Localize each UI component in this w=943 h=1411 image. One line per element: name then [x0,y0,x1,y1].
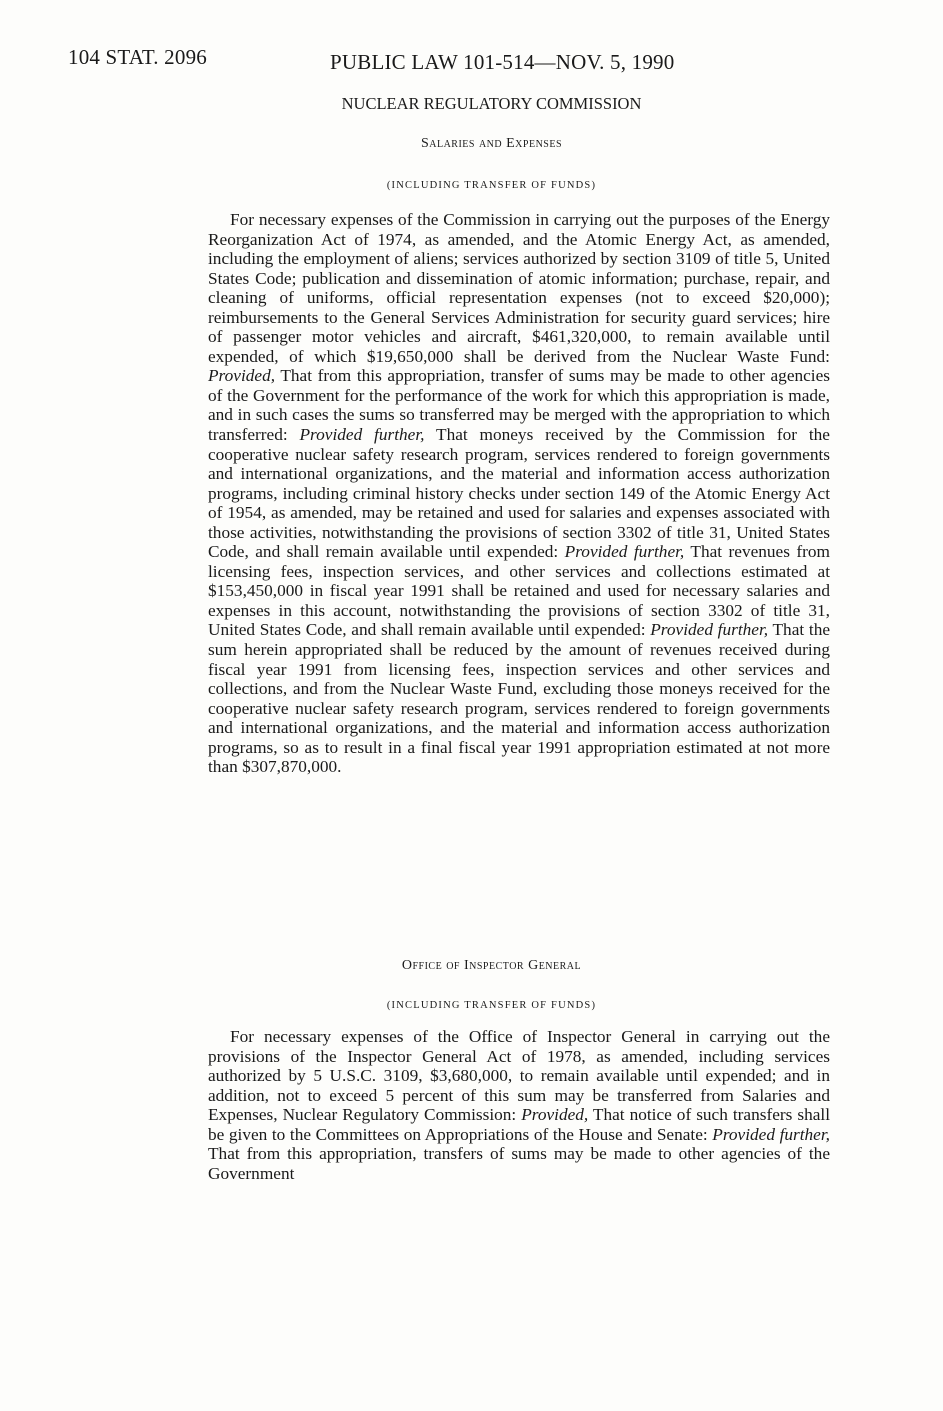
statute-reference: 104 STAT. 2096 [68,45,207,69]
proviso-text: Provided further, [712,1124,830,1144]
body-text: That from this appropriation, transfer of sums may be made to other agencies of the Government for the performance of the work for which this appropriation is made, and in such cases the sums so transferred may be merged with the appropriation to which transferred: [208,366,830,445]
paragraph-inspector-general [208,1027,830,1183]
section-heading-salaries: Salaries and Expenses [420,136,563,151]
section-heading-inspector-general: Office of Inspector General [401,958,582,973]
agency-title: NUCLEAR REGULATORY COMMISSION [341,94,642,113]
proviso-text: Provided further, [650,620,769,640]
proviso-text: Provided, [521,1105,589,1125]
proviso-text: Provided, [208,366,276,386]
section-subheading-salaries: (INCLUDING TRANSFER OF FUNDS) [386,180,597,191]
body-text: That from this appropriation, transfers of sums may be made to other agencies of the Government [208,1144,830,1183]
section-subheading-inspector-general: (INCLUDING TRANSFER OF FUNDS) [386,1000,597,1011]
proviso-text: Provided further, [299,425,425,445]
paragraph-salaries-expenses [208,210,830,777]
body-text: For necessary expenses of the Commission in carrying out the purposes of the Energy Reorganization Act of 1974, as amended, and the Atomic Energy Act, as amended, including the employment of aliens; services authorized by section 3109 of title 5, United States Code; publication and dissemination of atomic information; purchase, repair, and cleaning of uniforms, official representation expenses (not to exceed $20,000); reimbursements to the General Services Administration for security guard services; hire of passenger motor vehicles and aircraft, $461,320,000, to remain available until expended, of which $19,650,000 shall be derived from the Nuclear Waste Fund: [208,210,830,366]
proviso-text: Provided further, [564,542,685,562]
body-text: That revenues from licensing fees, inspection services, and other services and collections estimated at $153,450,000 in fiscal year 1991 shall be retained and used for necessary salaries and expenses in this account, notwithstanding the provisions of section 3302 of title 31, United States Code, and shall remain available until expended: [208,542,830,640]
body-text: For necessary expenses of the Office of Inspector General in carrying out the provisions of the Inspector General Act of 1978, as amended, including services authorized by 5 U.S.C. 3109, $3,680,000, to remain available until expended; and in addition, not to exceed 5 percent of this sum may be transferred from Salaries and Expenses, Nuclear Regulatory Commission: [208,1027,830,1125]
body-text: That notice of such transfers shall be given to the Committees on Appropriations of the House and Senate: [208,1105,830,1144]
body-text: That the sum herein appropriated shall be reduced by the amount of revenues received during fiscal year 1991 from licensing fees, inspection services and other services and collections, and from the Nuclear Waste Fund, excluding those moneys received for the cooperative nuclear safety research program, services rendered to foreign governments and international organizations, and the material and information access authorization programs, so as to result in a final fiscal year 1991 appropriation estimated at not more than $307,870,000. [208,620,831,777]
public-law-title: PUBLIC LAW 101-514—NOV. 5, 1990 [330,50,675,74]
body-text: That moneys received by the Commission for the cooperative nuclear safety research program, services rendered to foreign governments and international organizations, and the material and information access authorization programs, including criminal history checks under section 149 of the Atomic Energy Act of 1954, as amended, may be retained and used for salaries and expenses associated with those activities, notwithstanding the provisions of section 3302 of title 31, United States Code, and shall remain available until expended: [208,425,830,562]
